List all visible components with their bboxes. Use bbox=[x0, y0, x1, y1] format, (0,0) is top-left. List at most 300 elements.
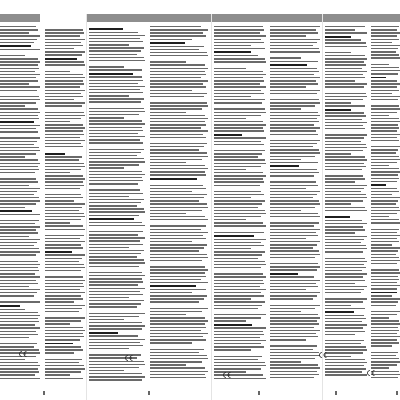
paragraph-gap bbox=[89, 228, 145, 229]
text-line bbox=[214, 99, 265, 100]
text-line bbox=[45, 127, 85, 128]
text-line bbox=[0, 178, 36, 179]
text-line bbox=[0, 141, 37, 142]
text-line bbox=[150, 327, 206, 328]
text-line bbox=[45, 362, 79, 363]
text-line bbox=[371, 64, 389, 65]
text-line bbox=[45, 163, 84, 164]
section-header-band bbox=[211, 14, 347, 22]
section-heading bbox=[371, 77, 386, 79]
text-line bbox=[45, 295, 81, 296]
text-column bbox=[0, 26, 40, 390]
text-line bbox=[214, 213, 266, 214]
text-line bbox=[89, 35, 145, 36]
text-line bbox=[371, 156, 399, 157]
text-line bbox=[150, 134, 203, 135]
text-line bbox=[270, 333, 316, 334]
text-line bbox=[214, 181, 264, 182]
text-line bbox=[45, 130, 83, 131]
text-line bbox=[214, 112, 266, 113]
text-line bbox=[214, 292, 261, 293]
text-line bbox=[371, 207, 399, 208]
text-line bbox=[89, 199, 144, 200]
text-line bbox=[371, 29, 397, 30]
section-heading bbox=[0, 45, 31, 47]
text-line bbox=[325, 374, 367, 375]
text-line bbox=[325, 137, 364, 138]
text-line bbox=[371, 288, 397, 289]
text-line bbox=[45, 166, 85, 167]
text-line bbox=[214, 61, 266, 62]
text-line bbox=[325, 349, 367, 350]
text-line bbox=[325, 64, 366, 65]
text-line bbox=[0, 102, 36, 103]
text-line bbox=[150, 112, 186, 113]
text-line bbox=[89, 158, 144, 159]
text-line bbox=[150, 336, 203, 337]
section-heading bbox=[89, 332, 118, 334]
text-line bbox=[150, 93, 207, 94]
text-line bbox=[371, 282, 397, 283]
text-line bbox=[325, 83, 367, 84]
text-line bbox=[0, 301, 40, 302]
text-line bbox=[89, 101, 141, 102]
text-line bbox=[214, 340, 266, 341]
paragraph-gap bbox=[89, 269, 145, 270]
text-line bbox=[270, 289, 306, 290]
text-line bbox=[325, 264, 364, 265]
text-line bbox=[371, 213, 397, 214]
text-line bbox=[0, 49, 40, 50]
paragraph-gap bbox=[150, 58, 208, 59]
text-line bbox=[45, 178, 85, 179]
text-line bbox=[0, 172, 35, 173]
text-line bbox=[371, 311, 400, 312]
text-line bbox=[45, 124, 83, 125]
text-line bbox=[270, 374, 319, 375]
text-line bbox=[214, 267, 261, 268]
text-line bbox=[371, 314, 397, 315]
text-line bbox=[214, 273, 263, 274]
text-line bbox=[89, 47, 144, 48]
text-line bbox=[89, 222, 142, 223]
text-line bbox=[270, 263, 318, 264]
text-line bbox=[270, 235, 318, 236]
text-line bbox=[150, 216, 205, 217]
text-line bbox=[214, 222, 263, 223]
text-line bbox=[214, 210, 265, 211]
text-line bbox=[325, 61, 364, 62]
text-line bbox=[0, 214, 40, 215]
text-line bbox=[371, 260, 400, 261]
text-line bbox=[0, 242, 37, 243]
text-line bbox=[150, 162, 186, 163]
text-line bbox=[371, 200, 398, 201]
text-line bbox=[214, 346, 264, 347]
text-line bbox=[371, 188, 397, 189]
text-line bbox=[89, 379, 142, 380]
text-line bbox=[325, 365, 364, 366]
text-line bbox=[45, 276, 83, 277]
text-line bbox=[45, 175, 83, 176]
text-line bbox=[371, 86, 397, 87]
text-line bbox=[214, 194, 264, 195]
text-line bbox=[214, 337, 260, 338]
text-line bbox=[214, 216, 261, 217]
text-line bbox=[214, 80, 264, 81]
text-line bbox=[45, 254, 85, 255]
text-line bbox=[150, 247, 204, 248]
text-line bbox=[45, 298, 83, 299]
text-line bbox=[214, 93, 264, 94]
text-line bbox=[371, 140, 399, 141]
text-line bbox=[45, 371, 81, 372]
text-line bbox=[270, 71, 319, 72]
paragraph-gap bbox=[325, 131, 367, 132]
text-line bbox=[270, 266, 320, 267]
text-line bbox=[325, 115, 366, 116]
text-line bbox=[0, 118, 39, 119]
text-line bbox=[45, 105, 82, 106]
text-line bbox=[89, 328, 142, 329]
text-line bbox=[0, 251, 40, 252]
text-line bbox=[45, 194, 81, 195]
text-line bbox=[89, 130, 143, 131]
text-line bbox=[214, 144, 264, 145]
text-line bbox=[89, 183, 138, 184]
text-line bbox=[371, 197, 400, 198]
text-line bbox=[89, 373, 142, 374]
text-line bbox=[0, 150, 40, 151]
text-line bbox=[45, 301, 74, 302]
text-line bbox=[0, 267, 38, 268]
text-line bbox=[325, 251, 363, 252]
text-line bbox=[150, 282, 208, 283]
text-line bbox=[270, 115, 320, 116]
text-line bbox=[0, 96, 39, 97]
text-line bbox=[150, 191, 192, 192]
text-line bbox=[0, 337, 29, 338]
text-line bbox=[270, 254, 320, 255]
text-line bbox=[270, 175, 314, 176]
text-line bbox=[89, 250, 144, 251]
text-line bbox=[89, 38, 140, 39]
text-line bbox=[270, 280, 320, 281]
text-line bbox=[371, 276, 398, 277]
text-line bbox=[89, 306, 137, 307]
paragraph-gap bbox=[89, 351, 145, 352]
text-line bbox=[371, 70, 400, 71]
paragraph-gap bbox=[45, 68, 85, 69]
text-line bbox=[45, 333, 83, 334]
text-line bbox=[270, 57, 301, 58]
paragraph-gap bbox=[371, 143, 400, 144]
page-number bbox=[335, 391, 337, 395]
text-line bbox=[371, 115, 389, 116]
text-line bbox=[270, 121, 319, 122]
text-line bbox=[0, 239, 40, 240]
text-line bbox=[214, 280, 263, 281]
text-line bbox=[89, 370, 124, 371]
text-line bbox=[214, 118, 246, 119]
text-line bbox=[0, 163, 40, 164]
text-line bbox=[150, 152, 207, 153]
text-line bbox=[214, 175, 266, 176]
text-line bbox=[89, 354, 141, 355]
text-line bbox=[150, 349, 204, 350]
text-line bbox=[371, 152, 396, 153]
text-line bbox=[89, 284, 138, 285]
text-line bbox=[45, 90, 85, 91]
text-line bbox=[325, 112, 364, 113]
text-line bbox=[45, 219, 81, 220]
text-line bbox=[150, 96, 204, 97]
text-line bbox=[214, 150, 265, 151]
text-line bbox=[325, 102, 351, 103]
text-line bbox=[214, 58, 265, 59]
text-line bbox=[89, 275, 145, 276]
text-line bbox=[371, 358, 399, 359]
text-line bbox=[214, 86, 266, 87]
text-line bbox=[214, 232, 264, 233]
text-line bbox=[150, 333, 208, 334]
text-line bbox=[325, 141, 361, 142]
text-line bbox=[89, 288, 145, 289]
text-line bbox=[0, 321, 39, 322]
text-line bbox=[325, 122, 367, 123]
text-line bbox=[214, 115, 261, 116]
text-line bbox=[150, 292, 192, 293]
text-line bbox=[150, 55, 208, 56]
text-line bbox=[371, 298, 400, 299]
text-line bbox=[270, 42, 317, 43]
section-heading bbox=[150, 42, 185, 44]
text-line bbox=[0, 378, 40, 379]
text-line bbox=[371, 105, 399, 106]
text-line bbox=[325, 280, 365, 281]
paragraph-gap bbox=[270, 137, 320, 138]
text-line bbox=[214, 362, 265, 363]
text-line bbox=[150, 301, 199, 302]
text-line bbox=[214, 327, 266, 328]
text-line bbox=[150, 102, 207, 103]
page-number bbox=[396, 391, 398, 395]
text-line bbox=[150, 71, 205, 72]
text-line bbox=[45, 172, 70, 173]
text-line bbox=[270, 327, 314, 328]
text-line bbox=[150, 364, 186, 365]
text-line bbox=[270, 371, 317, 372]
text-line bbox=[0, 77, 36, 78]
text-line bbox=[89, 237, 145, 238]
text-line bbox=[270, 29, 316, 30]
text-line bbox=[150, 207, 208, 208]
paragraph-gap bbox=[89, 310, 145, 311]
text-line bbox=[325, 32, 367, 33]
text-line bbox=[150, 26, 201, 27]
text-line bbox=[371, 301, 398, 302]
text-line bbox=[89, 111, 145, 112]
text-line bbox=[45, 102, 85, 103]
text-line bbox=[45, 210, 79, 211]
text-line bbox=[214, 356, 262, 357]
section-heading bbox=[89, 73, 133, 75]
text-line bbox=[45, 292, 85, 293]
text-line bbox=[0, 131, 38, 132]
text-line bbox=[45, 146, 83, 147]
text-line bbox=[45, 48, 74, 49]
text-line bbox=[325, 343, 361, 344]
text-line bbox=[89, 44, 129, 45]
text-line bbox=[0, 245, 34, 246]
text-line bbox=[0, 365, 40, 366]
text-line bbox=[0, 331, 36, 332]
text-line bbox=[325, 239, 364, 240]
section-heading bbox=[150, 285, 196, 287]
section-heading bbox=[150, 178, 197, 180]
text-line bbox=[150, 317, 205, 318]
paragraph-gap bbox=[0, 52, 40, 53]
text-line bbox=[0, 273, 35, 274]
paragraph-gap bbox=[270, 342, 320, 343]
text-line bbox=[270, 185, 318, 186]
text-line bbox=[214, 172, 263, 173]
text-line bbox=[45, 207, 82, 208]
text-line bbox=[0, 153, 36, 154]
paragraph-gap bbox=[214, 311, 266, 312]
text-line bbox=[325, 29, 355, 30]
text-line bbox=[45, 197, 83, 198]
text-line bbox=[325, 273, 367, 274]
text-line bbox=[214, 159, 265, 160]
text-line bbox=[45, 286, 84, 287]
text-line bbox=[0, 137, 40, 138]
text-line bbox=[0, 254, 36, 255]
text-line bbox=[325, 210, 367, 211]
text-line bbox=[150, 232, 208, 233]
text-line bbox=[89, 339, 145, 340]
paragraph-gap bbox=[214, 270, 266, 271]
text-line bbox=[150, 74, 206, 75]
text-line bbox=[0, 185, 29, 186]
text-line bbox=[150, 185, 203, 186]
text-line bbox=[214, 39, 261, 40]
text-line bbox=[89, 322, 142, 323]
text-line bbox=[0, 74, 40, 75]
text-line bbox=[214, 203, 262, 204]
paragraph-gap bbox=[325, 337, 367, 338]
text-line bbox=[214, 225, 266, 226]
text-line bbox=[150, 308, 208, 309]
text-line bbox=[325, 232, 355, 233]
text-line bbox=[45, 77, 85, 78]
text-line bbox=[89, 319, 124, 320]
text-line bbox=[214, 258, 258, 259]
text-line bbox=[150, 39, 192, 40]
text-line bbox=[0, 112, 40, 113]
text-line bbox=[270, 349, 313, 350]
text-line bbox=[325, 166, 366, 167]
text-line bbox=[325, 134, 367, 135]
text-line bbox=[325, 105, 365, 106]
text-line bbox=[150, 118, 208, 119]
text-line bbox=[150, 64, 205, 65]
text-line bbox=[325, 321, 362, 322]
text-line bbox=[325, 77, 365, 78]
text-line bbox=[270, 83, 318, 84]
section-heading bbox=[89, 218, 134, 220]
text-line bbox=[325, 197, 367, 198]
text-line bbox=[0, 181, 38, 182]
text-line bbox=[270, 26, 320, 27]
text-line bbox=[45, 118, 81, 119]
paragraph-gap bbox=[270, 54, 320, 55]
text-line bbox=[325, 248, 367, 249]
text-line bbox=[89, 133, 138, 134]
text-line bbox=[0, 144, 34, 145]
text-line bbox=[325, 340, 364, 341]
text-line bbox=[89, 259, 144, 260]
text-line bbox=[270, 172, 319, 173]
text-line bbox=[45, 143, 81, 144]
text-line bbox=[89, 345, 143, 346]
text-line bbox=[45, 308, 82, 309]
text-line bbox=[325, 220, 362, 221]
text-line bbox=[325, 236, 367, 237]
paragraph-gap bbox=[214, 64, 266, 65]
paragraph-gap bbox=[214, 352, 266, 353]
text-line bbox=[0, 86, 40, 87]
text-line bbox=[371, 174, 398, 175]
text-line bbox=[89, 164, 139, 165]
text-line bbox=[45, 96, 83, 97]
text-line bbox=[89, 161, 145, 162]
text-line bbox=[325, 68, 362, 69]
text-line bbox=[0, 371, 39, 372]
text-line bbox=[150, 272, 205, 273]
text-line bbox=[270, 241, 320, 242]
text-line bbox=[45, 323, 70, 324]
text-line bbox=[325, 178, 365, 179]
text-line bbox=[371, 339, 397, 340]
text-line bbox=[150, 168, 208, 169]
text-line bbox=[270, 156, 315, 157]
text-line bbox=[270, 105, 315, 106]
paragraph-gap bbox=[0, 258, 40, 259]
text-line bbox=[371, 263, 397, 264]
text-line bbox=[214, 185, 260, 186]
text-line bbox=[371, 194, 392, 195]
text-line bbox=[270, 134, 318, 135]
text-line bbox=[150, 90, 192, 91]
text-line bbox=[0, 83, 29, 84]
text-line bbox=[325, 52, 351, 53]
paragraph-gap bbox=[89, 63, 145, 64]
text-line bbox=[325, 128, 365, 129]
paragraph-gap bbox=[150, 222, 208, 223]
paragraph-gap bbox=[150, 140, 208, 141]
section-header-band bbox=[86, 14, 211, 22]
text-line bbox=[270, 194, 317, 195]
text-line bbox=[0, 309, 25, 310]
text-line bbox=[270, 355, 320, 356]
section-heading bbox=[270, 273, 298, 275]
text-line bbox=[270, 124, 314, 125]
text-line bbox=[270, 367, 320, 368]
text-line bbox=[45, 51, 85, 52]
text-line bbox=[214, 283, 264, 284]
text-line bbox=[89, 234, 138, 235]
